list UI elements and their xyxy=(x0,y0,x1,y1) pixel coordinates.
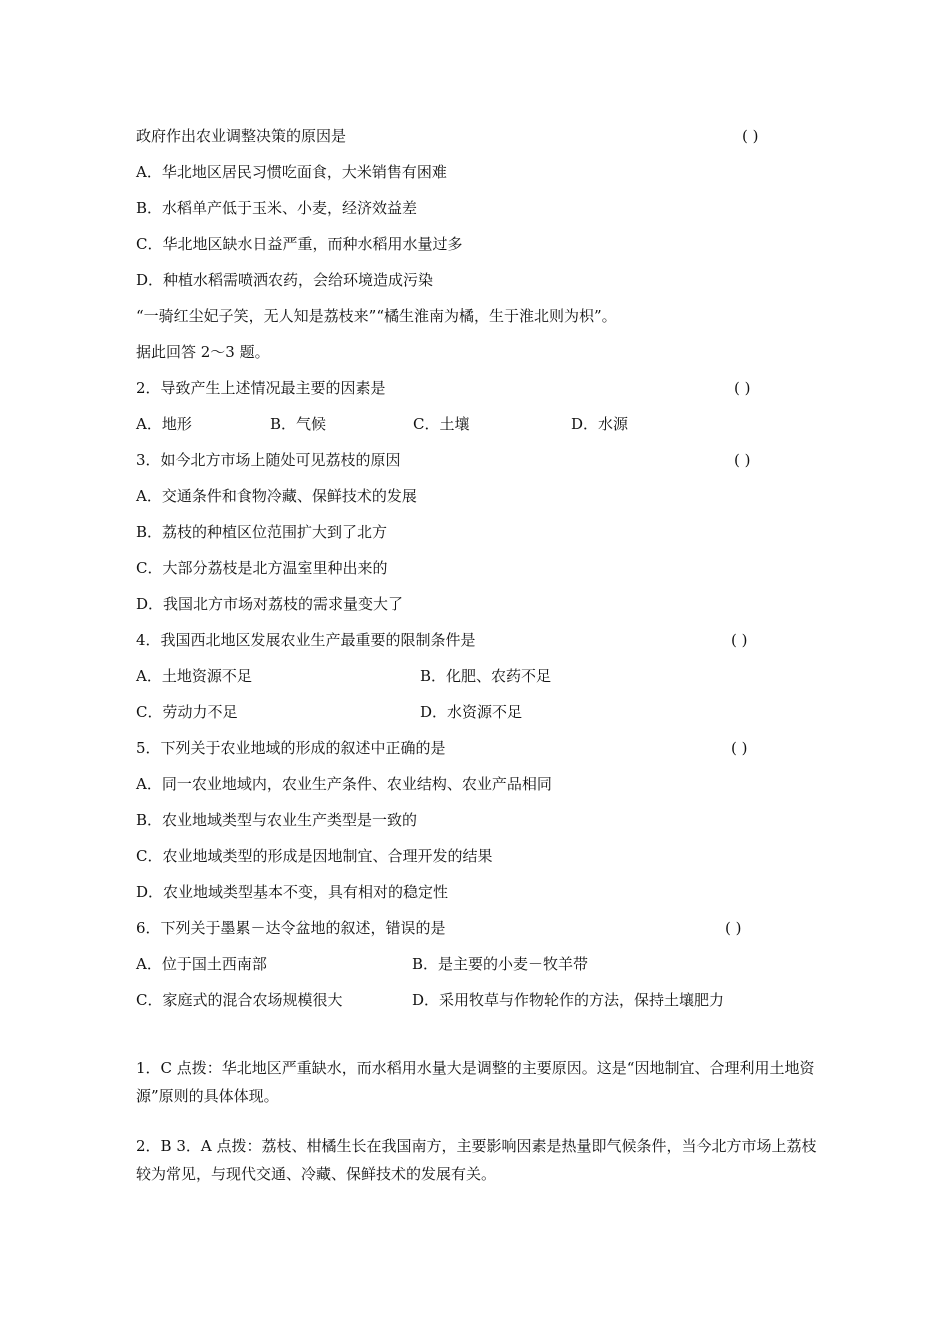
q4-option-d: D．水资源不足 xyxy=(420,703,523,721)
q3-option-c: C．大部分荔枝是北方温室里种出来的 xyxy=(136,559,388,577)
intro-quote: “一骑红尘妃子笑，无人知是荔枝来”“橘生淮南为橘，生于淮北则为枳”。 xyxy=(136,307,617,325)
q2-option-c: C．土壤 xyxy=(413,415,470,433)
q4-option-b: B．化肥、农药不足 xyxy=(420,667,552,685)
q2-option-a: A．地形 xyxy=(136,415,192,433)
answer-explanation-2-3: 2．B 3．A 点拨：荔枝、柑橘生长在我国南方，主要影响因素是热量即气候条件，当今北方市场上荔枝较为常见，与现代交通、冷藏、保鲜技术的发展有关。 xyxy=(136,1137,817,1183)
q3-option-b: B．荔枝的种植区位范围扩大到了北方 xyxy=(136,523,388,541)
q6-option-d: D．采用牧草与作物轮作的方法，保持土壤肥力 xyxy=(412,991,725,1009)
q6-option-c: C．家庭式的混合农场规模很大 xyxy=(136,991,343,1009)
q1-option-c: C．华北地区缺水日益严重，而种水稻用水量过多 xyxy=(136,235,463,253)
q2-stem: 2．导致产生上述情况最主要的因素是 xyxy=(136,379,386,397)
q4-answer-blank: ( ) xyxy=(731,631,748,649)
q5-option-b: B．农业地域类型与农业生产类型是一致的 xyxy=(136,811,418,829)
q1-answer-blank: ( ) xyxy=(742,127,759,145)
q3-option-d: D．我国北方市场对荔枝的需求量变大了 xyxy=(136,595,404,613)
q5-answer-blank: ( ) xyxy=(731,739,748,757)
q6-option-a: A．位于国土西南部 xyxy=(136,955,267,973)
q5-option-d: D．农业地域类型基本不变，具有相对的稳定性 xyxy=(136,883,449,901)
q1-option-b: B．水稻单产低于玉米、小麦，经济效益差 xyxy=(136,199,418,217)
q2-option-d: D．水源 xyxy=(571,415,629,433)
q2-answer-blank: ( ) xyxy=(734,379,751,397)
q5-stem: 5．下列关于农业地域的形成的叙述中正确的是 xyxy=(136,739,446,757)
q4-option-c: C．劳动力不足 xyxy=(136,703,238,721)
q6-stem: 6．下列关于墨累－达令盆地的叙述，错误的是 xyxy=(136,919,446,937)
q5-option-a: A．同一农业地域内，农业生产条件、农业结构、农业产品相同 xyxy=(136,775,552,793)
q4-option-a: A．土地资源不足 xyxy=(136,667,252,685)
q1-stem: 政府作出农业调整决策的原因是 xyxy=(136,127,347,145)
answer-explanation-1: 1．C 点拨：华北地区严重缺水，而水稻用水量大是调整的主要原因。这是“因地制宜、合理利用土地资源”原则的具体体现。 xyxy=(136,1059,815,1105)
q2-option-b: B．气候 xyxy=(270,415,327,433)
q4-stem: 4．我国西北地区发展农业生产最重要的限制条件是 xyxy=(136,631,476,649)
q3-option-a: A．交通条件和食物冷藏、保鲜技术的发展 xyxy=(136,487,417,505)
intro-instruction: 据此回答 2～3 题。 xyxy=(136,343,270,361)
q3-stem: 3．如今北方市场上随处可见荔枝的原因 xyxy=(136,451,401,469)
q1-option-d: D．种植水稻需喷洒农药，会给环境造成污染 xyxy=(136,271,434,289)
q3-answer-blank: ( ) xyxy=(734,451,751,469)
q6-option-b: B．是主要的小麦－牧羊带 xyxy=(412,955,589,973)
q6-answer-blank: ( ) xyxy=(725,919,742,937)
q1-option-a: A．华北地区居民习惯吃面食，大米销售有困难 xyxy=(136,163,447,181)
q5-option-c: C．农业地域类型的形成是因地制宜、合理开发的结果 xyxy=(136,847,493,865)
